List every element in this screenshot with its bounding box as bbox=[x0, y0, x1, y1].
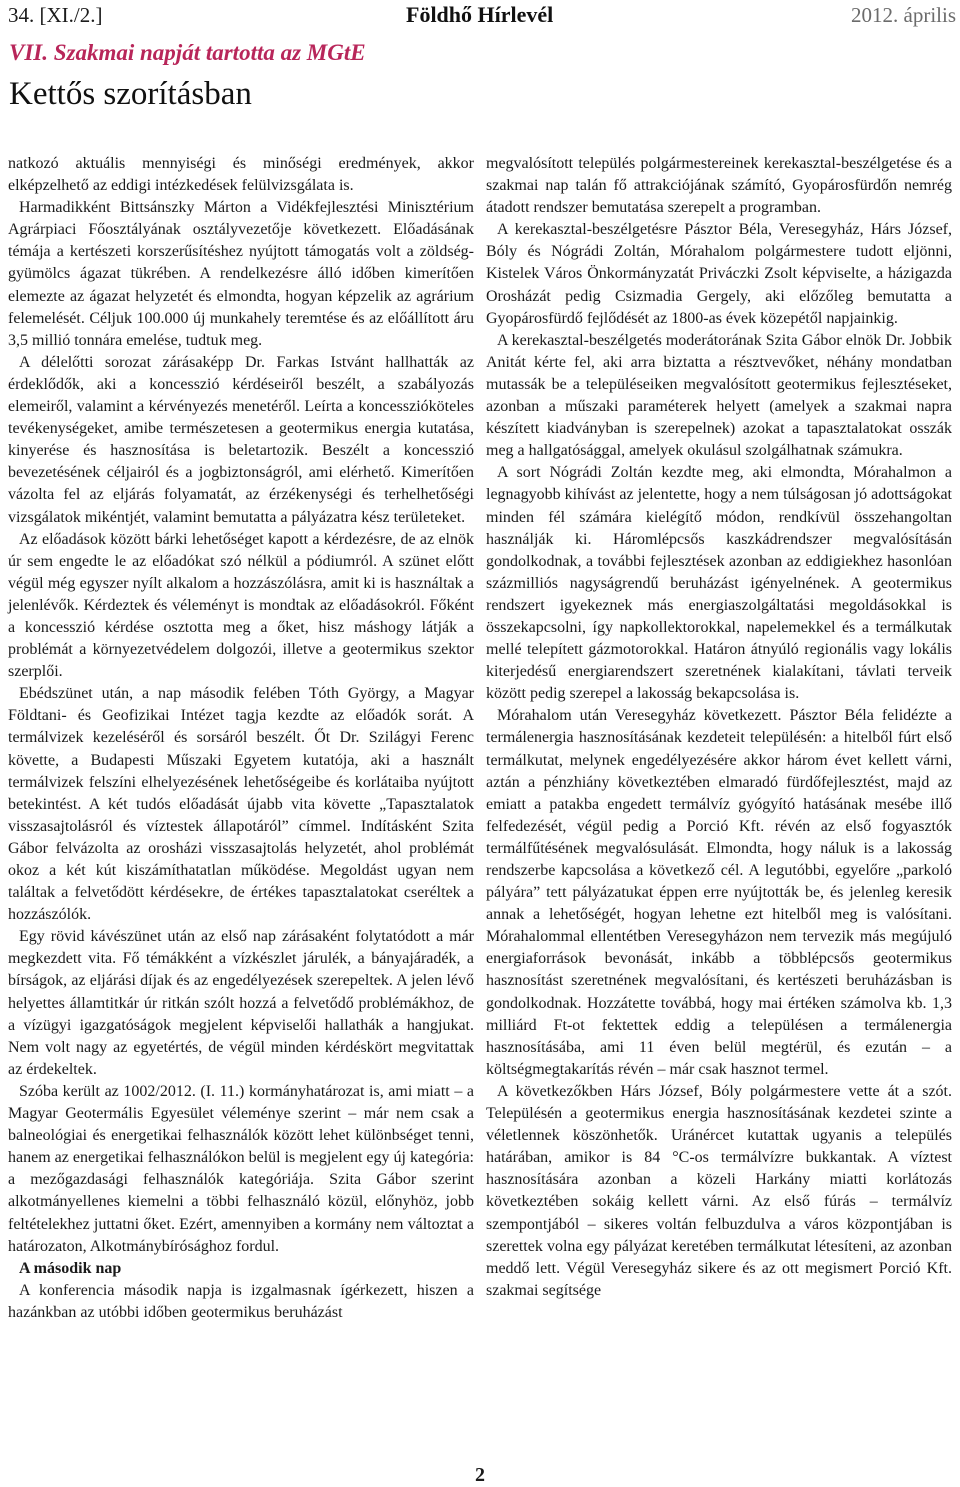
paragraph: Egy rövid kávészünet után az első nap zárásaként folytatódott a már megkezdett vita. Fő témákként a vízkészlet járulék, a bányajáradék, a bírságok, az eljárási díjak és az engedélyezések szerepeltek. A jelen lévő helyettes államtitkár úr ritkán szólt hozzá a felvetődő problémákhoz, de a vízügyi igazgatóságok megjelent képviselői hallathák a hangjukat. Nem volt nagy az egyetértés, de végül minden kérdéskört megvitattak az érdekeltek. bbox=[8, 928, 474, 1078]
paragraph: Mórahalom után Veresegyház következett. Pásztor Béla felidézte a termálenergia hasznosításának kezdeteit településén: a hitelből fúrt első termálkutat, melynek engedélyezésére akkor három évet kellett várni, aztán a pénzhiány következtében elmaradó fürdőfejlesztést, majd az emiatt a patakba engedett termálvíz gyógyító hatásának mesébe illő felfedezését, végül pedig a Porció Kft. révén az első fogyasztók termálfűtésének megvalósulását. Elmondta, hogy náluk is a lakosság rendszerbe kapcsolása a következő cél. A legutóbbi, egyelőre „parkoló pályára” tett pályázatukat éppen erre nyújtották be, és jelenleg keresik annak a lehetőségét, hogyan lehetne ezt hitelből meg is valósítani. Mórahalommal ellentétben Veresegyházon nem tervezik más megújuló energiaforrások bevonását, inkább a többlépcsős geotermikus hasznosítást szeretnének megvalósítani, és kertészeti beruházásban is gondolkodnak. Hozzátette továbbá, hogy mai értéken számolva kb. 1,3 milliárd Ft-ot fektettek eddig a településen a termálenergia hasznosításába, ami 11 éven belül megtérül, és ezután – a költségmegtakarítás révén – már csak hasznot termel. bbox=[486, 707, 952, 1078]
article-headline: Kettős szorításban bbox=[9, 76, 252, 112]
article-kicker: VII. Szakmai napját tartotta az MGtE bbox=[9, 40, 366, 65]
paragraph: Ebédszünet után, a nap második felében Tóth György, a Magyar Földtani- és Geofizikai Intézet tagja kezdte az előadók sorát. A termálvizek kezeléséről és sorsáról beszélt. Őt Dr. Szilágyi Ferenc követte, a Budapesti Műszaki Egyetem kutatója, aki a használt termálvizek felszíni elhelyezésének lehetőségeibe és korlátaiba nyújtott betekintést. A két tudós előadását újabb vita követte „Tapasztalatok visszasajtolásról és víztestek állapotáról” címmel. Indításként Szita Gábor felvázolta az orosházi visszasajtolás helyzetét, ahol problémát okoz a két kút kiszámíthatatlan működése. Megoldást ugyan nem találtak a felvetődött kérdésekre, de értékes tapasztalatokat cseréltek a hozzászólók. bbox=[8, 685, 474, 924]
paragraph: A délelőtti sorozat zárásaképp Dr. Farkas Istvánt hallhatták az érdeklődők, aki a koncesszió kérdéseiről beszélt, a szabályozás elemeiről, valamint a kérvényezés menetéről. Leírta a koncesszióköteles tevékenységeket, amibe természetesen a geotermikus energia kutatása, kinyerése és hasznosítása is beletartozik. Beszélt a koncesszió bevezetésének céljairól és a jogbiztonságról, ami elérhető. Kimerítően vázolta fel az eljárás folyamatát, az érzékenységi és terhelhetőségi vizsgálatok mikéntjét, valamint bemutatta a pályázatra kész területeket. bbox=[8, 353, 474, 526]
issue-date: 2012. április bbox=[851, 3, 956, 27]
page-number: 2 bbox=[475, 1464, 485, 1486]
journal-title: Földhő Hírlevél bbox=[406, 2, 554, 27]
left-column bbox=[8, 153, 474, 1324]
paragraph: megvalósított település polgármestereinek kerekasztal-beszélgetése és a szakmai nap talán fő attrakciójának számító, Gyopárosfürdőn nemrég átadott rendszer bemutatása szerepelt a programban. bbox=[486, 155, 952, 217]
right-column bbox=[486, 153, 952, 1302]
paragraph: natkozó aktuális mennyiségi és minőségi eredmények, akkor elképzelhető az eddigi intézkedések felülvizsgálata is. bbox=[8, 155, 474, 195]
paragraph: Az előadások között bárki lehetőséget kapott a kérdezésre, de az elnök úr sem engedte le az előadókat szó nélkül a pódiumról. A szünet előtt végül még egyszer nyílt alkalom a hozzászólásra, amit ki is használtak a jelenlévők. Kérdeztek és véleményt is mondtak az előadásokról. Főként a koncesszió kérdése osztotta meg a őket, hisz máshogy látják a problémát a környezetvédelem dolgozói, illetve a geotermikus szektor szerplői. bbox=[8, 530, 474, 681]
page-header bbox=[8, 2, 956, 28]
section-subheading: A második nap bbox=[19, 1259, 122, 1277]
paragraph: Harmadikként Bittsánszky Márton a Vidékfejlesztési Minisztérium Agrárpiaci Főosztályának osztályvezetője következett. Előadásának témája a kertészeti korszerűsítéshez nyújtott támogatás volt a zöldség-gyümölcs ágazat tükrében. A rendelkezésre álló időben kimerítően elemezte az ágazat helyzetét és elmondta, hogyan képzelik az agrárium felemelését. Céljuk 100.000 új munkahely teremtése és az előállított áru 3,5 millió tonnára emelése, tudtuk meg. bbox=[8, 199, 474, 349]
paragraph: A következőkben Hárs József, Bóly polgármestere vette át a szót. Településén a geotermikus energia hasznosításának kezdetei szinte a véletlennek köszönhetők. Uránércet kutattak ugyanis a település határában, amikor is 84 °C-os termálvízre bukkantak. A víztest hasznosítására azonban a közeli Harkány miatti korlátozás következtében sokáig kellett várni. Az első fúrás – termálvíz szempontjából – sikeres voltán felbuzdulva a város központjában is szerettek volna egy pályázat keretében termálkutat létesíteni, az azonban meddő lett. Végül Veresegyház sikere és az ott megismert Porció Kft. szakmai segítsége bbox=[486, 1082, 952, 1299]
issue-number: 34. [XI./2.] bbox=[8, 3, 103, 27]
paragraph: Szóba került az 1002/2012. (I. 11.) kormányhatározat is, ami miatt – a Magyar Geotermális Egyesület véleménye szerint – már nem csak a balneológiai és energetikai felhasználók között lehet különbséget tenni, hanem az energetikai felhasználókon belül is megjelent egy új kategória: a mezőgazdasági felhasználók kategóriája. Szita Gábor szerint alkotmányellenes kiemelni a többi felhasználó közül, előnyhöz, jobb feltételekhez juttatni őket. Ezért, amennyiben a kormány nem változtat a határozaton, Alkotmánybírósághoz fordul. bbox=[8, 1082, 474, 1255]
paragraph: A konferencia második napja is izgalmasnak ígérkezett, hiszen a hazánkban az utóbbi időben geotermikus beruházást bbox=[8, 1281, 474, 1321]
paragraph: A sort Nógrádi Zoltán kezdte meg, aki elmondta, Mórahalmon a legnagyobb kihívást az jelentette, hogy a nem túlságosan jó adottságokat minden fél számára kielégítő módon, rendkívül összehangoltan használják ki. Háromlépcsős kaszkádrendszer megvalósításán gondolkodnak, a további fejlesztések azonban az eddigiekhez hasonlóan százmilliós nagyságrendű beruházást igényelnének. A geotermikus rendszert igyekeznek más energiaszolgáltatási megoldásokkal is összekapcsolni, így napkollektorokkal, napelemekkel és a termálkutak mellé telepített gázmotorokkal. Határon átnyúló regionális vagy lokális kiterjedésű energiarendszert szeretnének kialakítani, távlati terveik között pedig szerepel a lakosság bekapcsolása is. bbox=[486, 464, 952, 703]
paragraph: A kerekasztal-beszélgetésre Pásztor Béla, Veresegyház, Hárs József, Bóly és Nógrádi Zoltán, Mórahalom polgármestere tudott eljönni, Kistelek Város Önkormányzatát Priváczki Zsolt képviselte, a házigazda Orosházát pedig Csizmadia Gergely, aki előzőleg bemutatta a Gyopárosfürdő fejlődését az 1800-as évek közepétől napjainkig. bbox=[486, 221, 952, 327]
paragraph: A kerekasztal-beszélgetés moderátorának Szita Gábor elnök Dr. Jobbik Anitát kérte fel, aki arra biztatta a résztvevőket, néhány mondatban mutassák be a településeiken megvalósított geotermikus fejlesztéseket, azonban a műszaki paraméterek helyett (amelyek a szakmai napra készített kiadványban is szerepelnek) azokat a tapasztalatokat osszák meg a hallgatósággal, amelyek okulásul szolgálhatnak számukra. bbox=[486, 331, 952, 460]
